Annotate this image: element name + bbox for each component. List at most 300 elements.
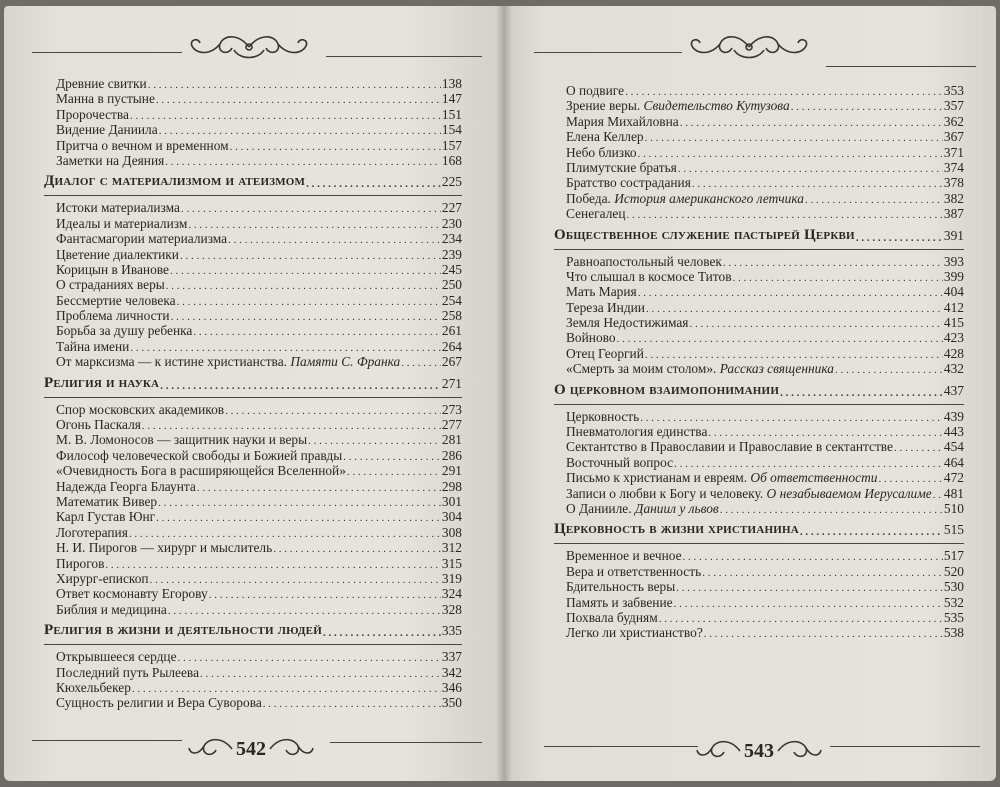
entry-subtitle: Об ответственности bbox=[750, 470, 878, 486]
entry-page-number: 254 bbox=[441, 292, 462, 308]
toc-entry[interactable] bbox=[566, 206, 964, 221]
dot-leader bbox=[105, 559, 441, 571]
dot-leader bbox=[160, 380, 441, 392]
dot-leader bbox=[132, 683, 441, 695]
toc-entry[interactable] bbox=[56, 153, 462, 168]
section-title: Общественное служение пастырей Церкви bbox=[554, 226, 855, 243]
entry-page-number: 371 bbox=[943, 144, 964, 160]
page-number: 543 bbox=[744, 740, 774, 762]
section-rule bbox=[44, 195, 462, 196]
entry-title: Пророчества bbox=[56, 106, 130, 122]
entry-page-number: 250 bbox=[441, 277, 462, 293]
entry-title: Вера и ответственность bbox=[566, 563, 702, 579]
entry-title: «Очевидность Бога в расширяющейся Вселенной» bbox=[56, 463, 346, 479]
right-page bbox=[504, 6, 996, 781]
header-rule-left bbox=[534, 52, 682, 53]
entry-title: «Смерть за моим столом». Рассказ священника bbox=[566, 361, 834, 377]
entry-title: Войново bbox=[566, 330, 616, 346]
dot-leader bbox=[228, 234, 441, 246]
toc-entry[interactable] bbox=[566, 98, 964, 113]
entry-subtitle: Рассказ священника bbox=[719, 361, 834, 377]
dot-leader bbox=[178, 652, 441, 664]
entry-page-number: 378 bbox=[943, 175, 964, 191]
toc-entry[interactable] bbox=[56, 107, 462, 122]
dot-leader bbox=[720, 504, 943, 516]
toc-entry[interactable] bbox=[56, 122, 462, 137]
dot-leader bbox=[148, 79, 441, 91]
toc-entry[interactable] bbox=[566, 409, 964, 424]
dot-leader bbox=[733, 272, 943, 284]
entry-page-number: 239 bbox=[441, 246, 462, 262]
entry-page-number: 464 bbox=[943, 454, 964, 470]
entry-title: Легко ли христианство? bbox=[566, 625, 703, 641]
entry-title: Временное и вечное bbox=[566, 548, 682, 564]
toc-entry[interactable] bbox=[566, 501, 964, 516]
toc-entry[interactable] bbox=[566, 145, 964, 160]
dot-leader bbox=[723, 257, 943, 269]
entry-page-number: 362 bbox=[943, 113, 964, 129]
dot-leader bbox=[659, 613, 943, 625]
entry-page-number: 517 bbox=[943, 548, 964, 564]
section-title: Диалог с материализмом и атеизмом bbox=[44, 173, 306, 190]
entry-page-number: 273 bbox=[441, 401, 462, 417]
entry-page-number: 312 bbox=[441, 540, 462, 556]
entry-title: Записи о любви к Богу и человеку. О незабываемом Иерусалиме bbox=[566, 485, 932, 501]
entry-page-number: 151 bbox=[441, 106, 462, 122]
entry-page-number: 510 bbox=[943, 500, 964, 516]
toc-entry[interactable] bbox=[56, 200, 462, 215]
toc-entry[interactable] bbox=[566, 346, 964, 361]
entry-page-number: 535 bbox=[943, 609, 964, 625]
entry-page-number: 415 bbox=[943, 315, 964, 331]
section-heading[interactable] bbox=[554, 377, 964, 402]
dot-leader bbox=[130, 342, 441, 354]
dot-leader bbox=[197, 482, 441, 494]
toc-entry[interactable] bbox=[56, 665, 462, 680]
dot-leader bbox=[263, 698, 441, 710]
dot-leader bbox=[170, 265, 441, 277]
entry-title: Карл Густав Юнг bbox=[56, 509, 156, 525]
section-page-number: 391 bbox=[943, 227, 964, 243]
dot-leader bbox=[645, 349, 943, 361]
entry-title: Огонь Паскаля bbox=[56, 417, 141, 433]
dot-leader bbox=[142, 420, 441, 432]
entry-page-number: 428 bbox=[943, 345, 964, 361]
entry-title: Древние свитки bbox=[56, 76, 147, 91]
entry-title: Логотерапия bbox=[56, 524, 128, 540]
section-rule bbox=[554, 543, 964, 544]
toc-entry[interactable] bbox=[56, 695, 462, 710]
dot-leader bbox=[674, 598, 943, 610]
entry-title: Сущность религии и Вера Суворова bbox=[56, 695, 262, 711]
entry-page-number: 472 bbox=[943, 470, 964, 486]
dot-leader bbox=[678, 163, 943, 175]
entry-page-number: 301 bbox=[441, 493, 462, 509]
section-title: О церковном взаимопонимании bbox=[554, 381, 780, 398]
dot-leader bbox=[308, 435, 441, 447]
section-rule bbox=[44, 644, 462, 645]
section-title: Религия и наука bbox=[44, 374, 160, 391]
toc-entry[interactable] bbox=[566, 486, 964, 501]
dot-leader bbox=[188, 219, 441, 231]
dot-leader bbox=[168, 605, 441, 617]
dot-leader bbox=[306, 178, 441, 190]
scroll-flourish-icon bbox=[684, 30, 814, 64]
toc-entry[interactable] bbox=[566, 175, 964, 190]
section-rule bbox=[44, 397, 462, 398]
header-rule-left bbox=[32, 52, 182, 53]
entry-page-number: 157 bbox=[441, 137, 462, 153]
toc-entry[interactable] bbox=[56, 339, 462, 354]
entry-subtitle: О незабываемом Иерусалиме bbox=[766, 485, 932, 501]
dot-leader bbox=[692, 178, 943, 190]
toc-entry[interactable] bbox=[566, 470, 964, 485]
entry-page-number: 423 bbox=[943, 330, 964, 346]
entry-subtitle: Даниил у львов bbox=[634, 500, 719, 516]
toc-entry[interactable] bbox=[56, 649, 462, 664]
dot-leader bbox=[704, 628, 943, 640]
dot-leader bbox=[347, 466, 441, 478]
section-page-number: 437 bbox=[943, 382, 964, 398]
entry-title: Равноапостольный человек bbox=[566, 253, 722, 269]
entry-page-number: 530 bbox=[943, 579, 964, 595]
section-heading[interactable] bbox=[44, 617, 462, 642]
entry-title: Заметки на Деяния bbox=[56, 152, 165, 168]
toc-entry[interactable] bbox=[56, 247, 462, 262]
toc-entry[interactable] bbox=[56, 308, 462, 323]
entry-title: Церковность bbox=[566, 408, 640, 424]
entry-page-number: 245 bbox=[441, 261, 462, 277]
dot-leader bbox=[209, 589, 441, 601]
entry-title: Небо близко bbox=[566, 144, 637, 160]
entry-title: Бессмертие человека bbox=[56, 292, 176, 308]
dot-leader bbox=[150, 574, 441, 586]
toc-entry[interactable] bbox=[56, 586, 462, 601]
entry-page-number: 443 bbox=[943, 424, 964, 440]
entry-page-number: 304 bbox=[441, 509, 462, 525]
toc-entry[interactable] bbox=[566, 284, 964, 299]
dot-leader bbox=[683, 551, 943, 563]
entry-title: Плимутские братья bbox=[566, 159, 677, 175]
toc-entry[interactable] bbox=[566, 254, 964, 269]
entry-title: Мать Мария bbox=[566, 284, 637, 300]
toc-entry[interactable] bbox=[56, 323, 462, 338]
toc-entry[interactable] bbox=[566, 83, 964, 98]
dot-leader bbox=[702, 567, 943, 579]
dot-leader bbox=[646, 303, 943, 315]
entry-page-number: 281 bbox=[441, 432, 462, 448]
section-heading[interactable] bbox=[44, 168, 462, 193]
toc-entry[interactable] bbox=[56, 432, 462, 447]
section-heading[interactable] bbox=[44, 370, 462, 395]
page-number: 542 bbox=[236, 738, 266, 760]
dot-leader bbox=[193, 326, 441, 338]
dot-leader bbox=[343, 451, 441, 463]
entry-title: Философ человеческой свободы и Божией правды bbox=[56, 447, 343, 463]
dot-leader bbox=[230, 141, 441, 153]
entry-title: Открывшееся сердце bbox=[56, 649, 177, 665]
toc-entry[interactable] bbox=[566, 269, 964, 284]
toc-entry[interactable] bbox=[56, 448, 462, 463]
entry-page-number: 382 bbox=[943, 190, 964, 206]
entry-title: Притча о вечном и временном bbox=[56, 137, 229, 153]
entry-page-number: 353 bbox=[943, 83, 964, 98]
entry-page-number: 387 bbox=[943, 206, 964, 222]
section-page-number: 515 bbox=[943, 522, 964, 538]
dot-leader bbox=[617, 333, 943, 345]
entry-title: Пирогов bbox=[56, 555, 105, 571]
dot-leader bbox=[158, 497, 441, 509]
entry-page-number: 138 bbox=[441, 76, 462, 91]
toc-entry[interactable] bbox=[566, 455, 964, 470]
section-heading[interactable] bbox=[554, 222, 964, 247]
entry-page-number: 308 bbox=[441, 524, 462, 540]
dot-leader bbox=[180, 250, 441, 262]
entry-title: Пневматология единства bbox=[566, 424, 708, 440]
entry-title: От марксизма — к истине христианства. Памяти С. Франка bbox=[56, 354, 401, 370]
entry-title: М. В. Ломоносов — защитник науки и веры bbox=[56, 432, 308, 448]
toc-entry[interactable] bbox=[56, 293, 462, 308]
toc-entry[interactable] bbox=[56, 138, 462, 153]
toc-entry[interactable] bbox=[566, 439, 964, 454]
entry-title: Н. И. Пирогов — хирург и мыслитель bbox=[56, 540, 273, 556]
entry-page-number: 481 bbox=[943, 485, 964, 501]
entry-page-number: 298 bbox=[441, 478, 462, 494]
entry-title: Восточный вопрос bbox=[566, 454, 674, 470]
dot-leader bbox=[878, 473, 942, 485]
toc-entry[interactable] bbox=[56, 556, 462, 571]
toc-entry[interactable] bbox=[56, 463, 462, 478]
toc-entry[interactable] bbox=[566, 330, 964, 345]
entry-title: Цветение диалектики bbox=[56, 246, 179, 262]
toc-entry[interactable] bbox=[566, 424, 964, 439]
entry-title: Последний путь Рылеева bbox=[56, 664, 200, 680]
toc-entry[interactable] bbox=[56, 216, 462, 231]
entry-title: Проблема личности bbox=[56, 308, 170, 324]
dot-leader bbox=[638, 148, 943, 160]
entry-title: Борьба за душу ребенка bbox=[56, 323, 193, 339]
toc-entry[interactable] bbox=[56, 602, 462, 617]
entry-page-number: 454 bbox=[943, 439, 964, 455]
entry-page-number: 337 bbox=[441, 649, 462, 665]
footer-rule-left bbox=[32, 740, 182, 741]
entry-page-number: 291 bbox=[441, 463, 462, 479]
entry-title: Истоки материализма bbox=[56, 200, 180, 216]
toc-entry[interactable] bbox=[56, 525, 462, 540]
entry-title: Отец Георгий bbox=[566, 345, 644, 361]
entry-title: Математик Вивер bbox=[56, 493, 158, 509]
toc-list bbox=[554, 83, 964, 641]
dot-leader bbox=[156, 512, 441, 524]
entry-title: Кюхельбекер bbox=[56, 679, 131, 695]
dot-leader bbox=[856, 232, 943, 244]
toc-entry[interactable] bbox=[566, 315, 964, 330]
dot-leader bbox=[933, 489, 943, 501]
dot-leader bbox=[130, 110, 441, 122]
entry-subtitle: Памяти С. Франка bbox=[290, 354, 401, 370]
toc-list bbox=[44, 76, 462, 711]
entry-page-number: 520 bbox=[943, 563, 964, 579]
entry-page-number: 367 bbox=[943, 129, 964, 145]
entry-title: Манна в пустыне bbox=[56, 91, 155, 107]
toc-entry[interactable] bbox=[566, 160, 964, 175]
entry-title: Фантасмагории материализма bbox=[56, 231, 228, 247]
entry-title: Идеалы и материализм bbox=[56, 215, 188, 231]
toc-entry[interactable] bbox=[566, 114, 964, 129]
dot-leader bbox=[181, 203, 441, 215]
entry-title: Видение Даниила bbox=[56, 122, 158, 138]
dot-leader bbox=[805, 194, 943, 206]
footer-rule-right bbox=[330, 742, 482, 743]
toc-entry[interactable] bbox=[56, 417, 462, 432]
toc-entry[interactable] bbox=[566, 548, 964, 563]
dot-leader bbox=[894, 442, 943, 454]
dot-leader bbox=[273, 543, 441, 555]
dot-leader bbox=[800, 526, 943, 538]
section-rule bbox=[554, 404, 964, 405]
toc-entry[interactable] bbox=[566, 579, 964, 594]
dot-leader bbox=[165, 156, 441, 168]
dot-leader bbox=[625, 86, 943, 98]
dot-leader bbox=[166, 280, 441, 292]
dot-leader bbox=[200, 668, 441, 680]
entry-title: Надежда Георга Блаунта bbox=[56, 478, 196, 494]
toc-entry[interactable] bbox=[56, 540, 462, 555]
entry-page-number: 154 bbox=[441, 122, 462, 138]
dot-leader bbox=[638, 287, 943, 299]
dot-leader bbox=[225, 405, 441, 417]
dot-leader bbox=[680, 117, 943, 129]
entry-page-number: 346 bbox=[441, 679, 462, 695]
entry-title: Тайна имени bbox=[56, 338, 130, 354]
toc-entry[interactable] bbox=[566, 361, 964, 376]
toc-entry[interactable] bbox=[56, 277, 462, 292]
entry-page-number: 264 bbox=[441, 338, 462, 354]
dot-leader bbox=[640, 412, 943, 424]
toc-entry[interactable] bbox=[56, 354, 462, 369]
section-page-number: 335 bbox=[441, 623, 462, 639]
dot-leader bbox=[676, 582, 943, 594]
entry-title: Библия и медицина bbox=[56, 601, 167, 617]
entry-subtitle: История американского летчика bbox=[614, 190, 804, 206]
footer-rule-left bbox=[544, 746, 698, 747]
entry-page-number: 258 bbox=[441, 308, 462, 324]
toc-entry[interactable] bbox=[56, 76, 462, 91]
book-gutter bbox=[496, 6, 512, 781]
entry-title: Память и забвение bbox=[566, 594, 673, 610]
section-title: Церковность в жизни христианина bbox=[554, 521, 799, 538]
entry-page-number: 357 bbox=[943, 98, 964, 114]
entry-page-number: 350 bbox=[441, 695, 462, 711]
toc-entry[interactable] bbox=[566, 191, 964, 206]
entry-title: Мария Михайловна bbox=[566, 113, 679, 129]
dot-leader bbox=[627, 209, 943, 221]
dot-leader bbox=[129, 528, 441, 540]
toc-entry[interactable] bbox=[566, 300, 964, 315]
toc-entry[interactable] bbox=[566, 595, 964, 610]
entry-page-number: 324 bbox=[441, 586, 462, 602]
header-rule-right bbox=[326, 56, 482, 57]
entry-page-number: 227 bbox=[441, 200, 462, 216]
entry-title: О страданиях веры bbox=[56, 277, 165, 293]
entry-page-number: 267 bbox=[441, 354, 462, 370]
section-page-number: 225 bbox=[441, 174, 462, 190]
entry-title: Победа. История американского летчика bbox=[566, 190, 804, 206]
section-heading[interactable] bbox=[554, 516, 964, 541]
section-title: Религия в жизни и деятельности людей bbox=[44, 622, 322, 639]
toc-entry[interactable] bbox=[566, 625, 964, 640]
entry-title: Что слышал в космосе Титов bbox=[566, 268, 732, 284]
header-rule-right bbox=[826, 66, 976, 67]
entry-page-number: 399 bbox=[943, 268, 964, 284]
toc-entry[interactable] bbox=[56, 91, 462, 106]
entry-title: Спор московских академиков bbox=[56, 401, 225, 417]
toc-entry[interactable] bbox=[56, 494, 462, 509]
dot-leader bbox=[156, 94, 441, 106]
dot-leader bbox=[177, 296, 441, 308]
dot-leader bbox=[171, 311, 441, 323]
entry-page-number: 532 bbox=[943, 594, 964, 610]
dot-leader bbox=[674, 458, 943, 470]
entry-page-number: 342 bbox=[441, 664, 462, 680]
toc-entry[interactable] bbox=[566, 610, 964, 625]
toc-entry[interactable] bbox=[566, 564, 964, 579]
entry-page-number: 432 bbox=[943, 361, 964, 377]
entry-title: Братство сострадания bbox=[566, 175, 691, 191]
entry-page-number: 374 bbox=[943, 159, 964, 175]
entry-title: Корицын в Иванове bbox=[56, 261, 169, 277]
section-rule bbox=[554, 249, 964, 250]
entry-title: Письмо к христианам и евреям. Об ответственности bbox=[566, 470, 878, 486]
toc-entry[interactable] bbox=[56, 479, 462, 494]
entry-title: О Данииле. Даниил у львов bbox=[566, 500, 719, 516]
entry-page-number: 404 bbox=[943, 284, 964, 300]
toc-entry[interactable] bbox=[56, 402, 462, 417]
entry-title: Похвала будням bbox=[566, 609, 658, 625]
toc-entry[interactable] bbox=[56, 262, 462, 277]
entry-title: Хирург-епископ bbox=[56, 570, 149, 586]
entry-page-number: 328 bbox=[441, 601, 462, 617]
dot-leader bbox=[780, 387, 943, 399]
dot-leader bbox=[323, 627, 441, 639]
toc-entry[interactable] bbox=[56, 680, 462, 695]
entry-page-number: 261 bbox=[441, 323, 462, 339]
entry-title: Земля Недостижимая bbox=[566, 315, 689, 331]
dot-leader bbox=[645, 132, 943, 144]
entry-title: Елена Келлер bbox=[566, 129, 644, 145]
entry-title: Бдительность веры bbox=[566, 579, 676, 595]
entry-page-number: 538 bbox=[943, 625, 964, 641]
toc-entry[interactable] bbox=[56, 231, 462, 246]
entry-page-number: 234 bbox=[441, 231, 462, 247]
entry-page-number: 286 bbox=[441, 447, 462, 463]
dot-leader bbox=[159, 125, 441, 137]
entry-page-number: 230 bbox=[441, 215, 462, 231]
toc-entry[interactable] bbox=[56, 509, 462, 524]
entry-title: Зрение веры. Свидетельство Кутузова bbox=[566, 98, 790, 114]
entry-page-number: 315 bbox=[441, 555, 462, 571]
entry-title: Сектантство в Православии и Православие в сектантстве bbox=[566, 439, 893, 455]
entry-title: Сенегалец bbox=[566, 206, 626, 222]
entry-page-number: 393 bbox=[943, 253, 964, 269]
entry-title: О подвиге bbox=[566, 83, 625, 98]
toc-entry[interactable] bbox=[566, 129, 964, 144]
dot-leader bbox=[401, 357, 441, 369]
toc-entry[interactable] bbox=[56, 571, 462, 586]
dot-leader bbox=[689, 318, 942, 330]
entry-subtitle: Свидетельство Кутузова bbox=[643, 98, 790, 114]
entry-page-number: 277 bbox=[441, 417, 462, 433]
